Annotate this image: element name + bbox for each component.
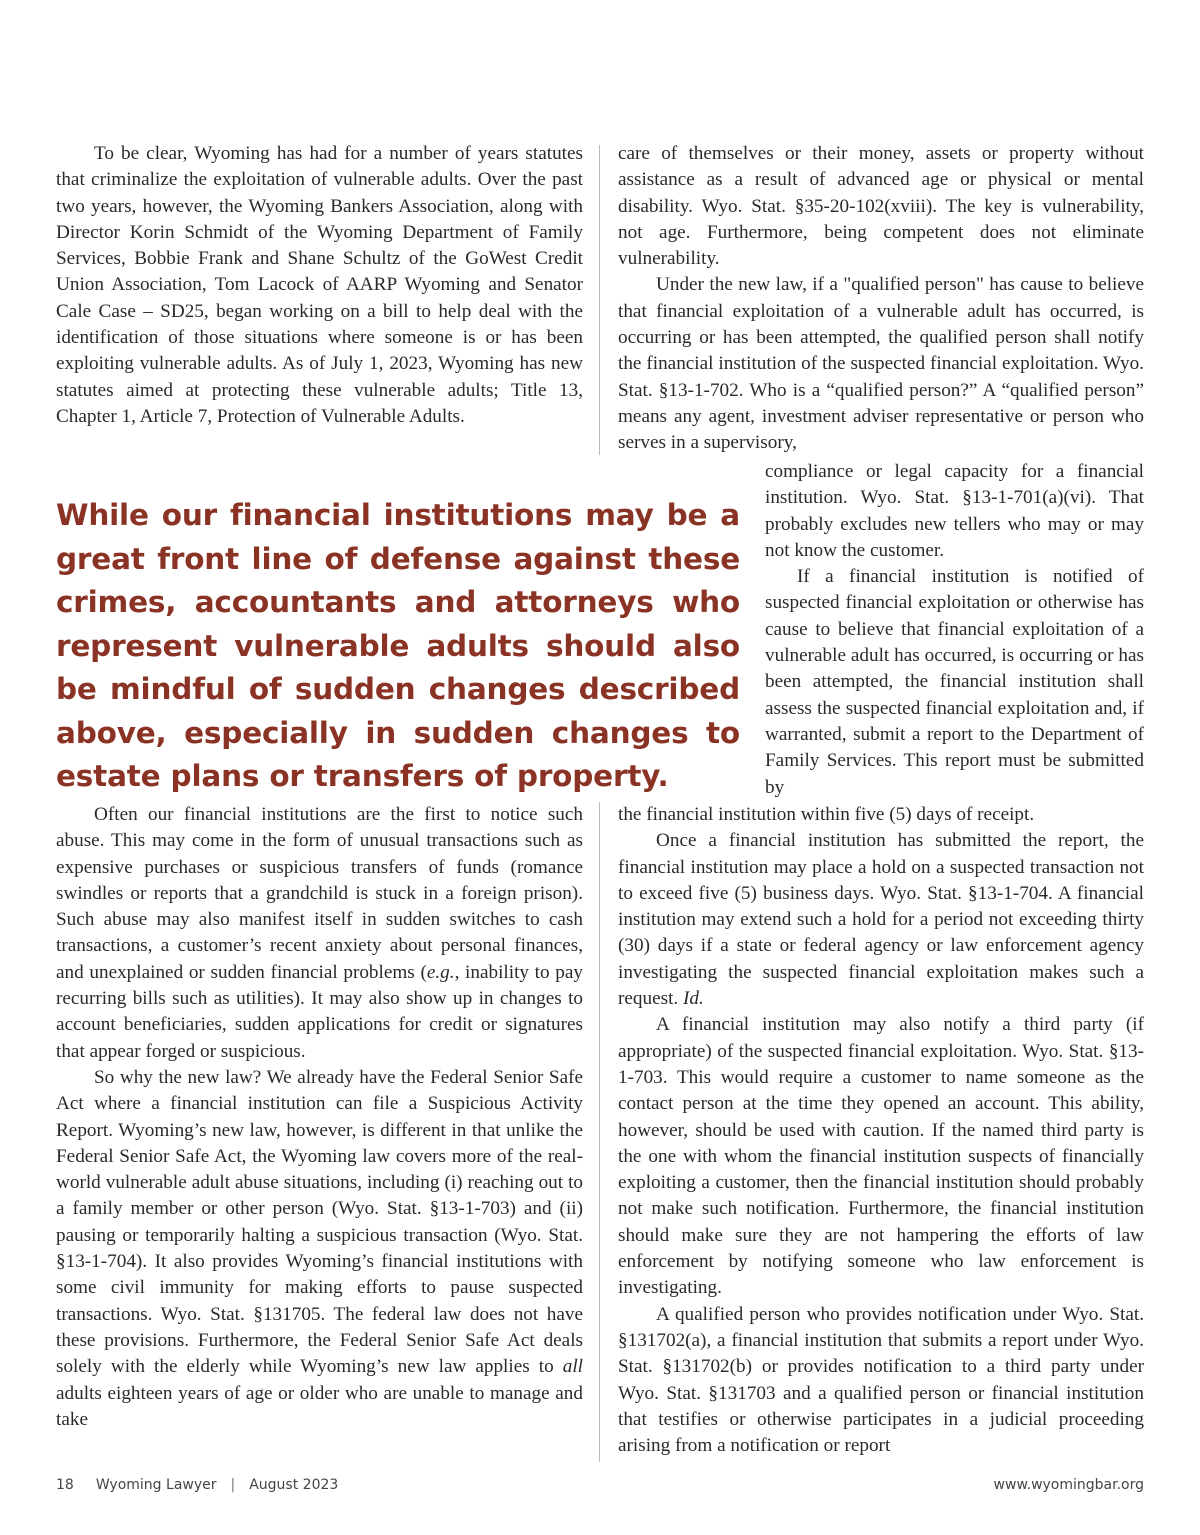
text-italic: e.g. [426, 961, 455, 983]
paragraph: compliance or legal capacity for a financial institution. Wyo. Stat. §13-1-701(a)(vi). That probably excludes new tellers who may or may not know the customer. [765, 461, 1144, 561]
right-column-bottom [618, 802, 1144, 1459]
left-column-top [56, 141, 583, 430]
paragraph: Under the new law, if a "qualified person" has cause to believe that financial exploitation of a vulnerable adult has occurred, is occurring or has been attempted, the qualified person shall notify the financial institution of the suspected financial exploitation. Wyo. Stat. §13-1-702. Who is a “qualified person?” A “qualified person” means any agent, investment adviser representative or person who serves in a supervisory, [618, 274, 1144, 454]
pull-quote: While our financial institutions may be a great front line of defense against these crimes, accountants and attorneys who represent vulnerable adults should also be mindful of sudden changes described above, especially in sudden changes to estate plans or transfers of property. [56, 498, 740, 793]
paragraph [56, 802, 583, 1065]
column-divider-top [599, 145, 600, 455]
right-column-top [618, 141, 1144, 457]
text: Once a financial institution has submitted the report, the financial institution may place a hold on a suspected transaction not to exceed five (5) business days. Wyo. Stat. §13-1-704. A financial institution may extend such a hold for a period not exceeding thirty (30) days if a state or federal agency or law enforcement agency investigating the suspected financial exploitation makes such a request. [618, 830, 1144, 1010]
text: adults eighteen years of age or older who are unable to manage and take [56, 1382, 583, 1430]
paragraph [56, 1065, 583, 1433]
page-number: 18 [56, 1477, 74, 1493]
website-link[interactable]: www.wyomingbar.org [993, 1477, 1144, 1493]
paragraph: A qualified person who provides notification under Wyo. Stat. §131702(a), a financial institution that submits a report under Wyo. Stat. §131702(b) or provides notification to a third party under Wyo. Stat. §131703 and a qualified person or financial institution that testifies or otherwise participates in a judicial proceeding arising from a notification or report [618, 1303, 1144, 1457]
column-divider-bottom [599, 802, 600, 1462]
publication-name: Wyoming Lawyer [95, 1477, 217, 1493]
footer-separator: | [230, 1477, 236, 1493]
paragraph: care of themselves or their money, assets or property without assistance as a result of advanced age or physical or mental disability. Wyo. Stat. §35-20-102(xviii). The key is vulnerability, not age. Furthermore, being competent does not eliminate vulnerability. [618, 143, 1144, 270]
paragraph: the financial institution within five (5) days of receipt. [618, 804, 1035, 825]
right-column-middle [765, 459, 1144, 801]
text: , inability to pay recurring bills such as utilities). It may also show up in changes to account beneficiaries, sudden applications for credit or signatures that appear forged or suspicious. [56, 961, 583, 1062]
paragraph: To be clear, Wyoming has had for a number of years statutes that criminalize the exploitation of vulnerable adults. Over the past two years, however, the Wyoming Bankers Association, along with Director Korin Schmidt of the Wyoming Department of Family Services, Bobbie Frank and Shane Schultz of the GoWest Credit Union Association, Tom Lacock of AARP Wyoming and Senator Cale Case – SD25, began working on a bill to help deal with the identification of those situations where someone is or has been exploiting vulnerable adults. As of July 1, 2023, Wyoming has new statutes aimed at protecting these vulnerable adults; Title 13, Chapter 1, Article 7, Protection of Vulnerable Adults. [56, 143, 583, 427]
text: So why the new law? We already have the Federal Senior Safe Act where a financial institution can file a Suspicious Activity Report. Wyoming’s new law, however, is different in that unlike the Federal Senior Safe Act, the Wyoming law covers more of the real-world vulnerable adult abuse situations, including (i) reaching out to a family member or other person (Wyo. Stat. §13-1-703) and (ii) pausing or temporarily halting a suspicious transaction (Wyo. Stat. §13-1-704). It also provides Wyoming’s financial institutions with some civil immunity for making efforts to pause suspected transactions. Wyo. Stat. §131705. The federal law does not have these provisions. Furthermore, the Federal Senior Safe Act deals solely with the elderly while Wyoming’s new law applies to [56, 1066, 583, 1378]
text: Often our financial institutions are the first to notice such abuse. This may come in the form of unusual transactions such as expensive purchases or suspicious transfers of funds (romance swindles or reports that a grandchild is stuck in a foreign prison). Such abuse may also manifest itself in sudden switches to cash transactions, a customer’s recent anxiety about personal finances, and unexplained or sudden financial problems ( [56, 804, 583, 983]
text-italic: all [562, 1356, 583, 1378]
paragraph: A financial institution may also notify a third party (if appropriate) of the suspected financial exploitation. Wyo. Stat. §13-1-703. This would require a customer to name someone as the contact person at the time they opened an account. This ability, however, should be used with caution. If the named third party is the one with whom the financial institution suspects of financially exploiting a customer, then the financial institution should probably not make such notification. Furthermore, the financial institution should make sure they are not hampering the efforts of law enforcement by notifying someone who law enforcement is investigating. [618, 1014, 1144, 1299]
paragraph [618, 828, 1144, 1012]
footer-left [56, 1477, 338, 1493]
paragraph: If a financial institution is notified of suspected financial exploitation or otherwise has cause to believe that financial exploitation of a vulnerable adult has occurred, is occurring or has been attempted, the financial institution shall assess the suspected financial exploitation and, if warranted, submit a report to the Department of Family Services. This report must be submitted by [765, 566, 1144, 798]
text-italic: Id. [683, 988, 704, 1010]
left-column-bottom [56, 802, 583, 1433]
issue-date: August 2023 [249, 1477, 339, 1493]
